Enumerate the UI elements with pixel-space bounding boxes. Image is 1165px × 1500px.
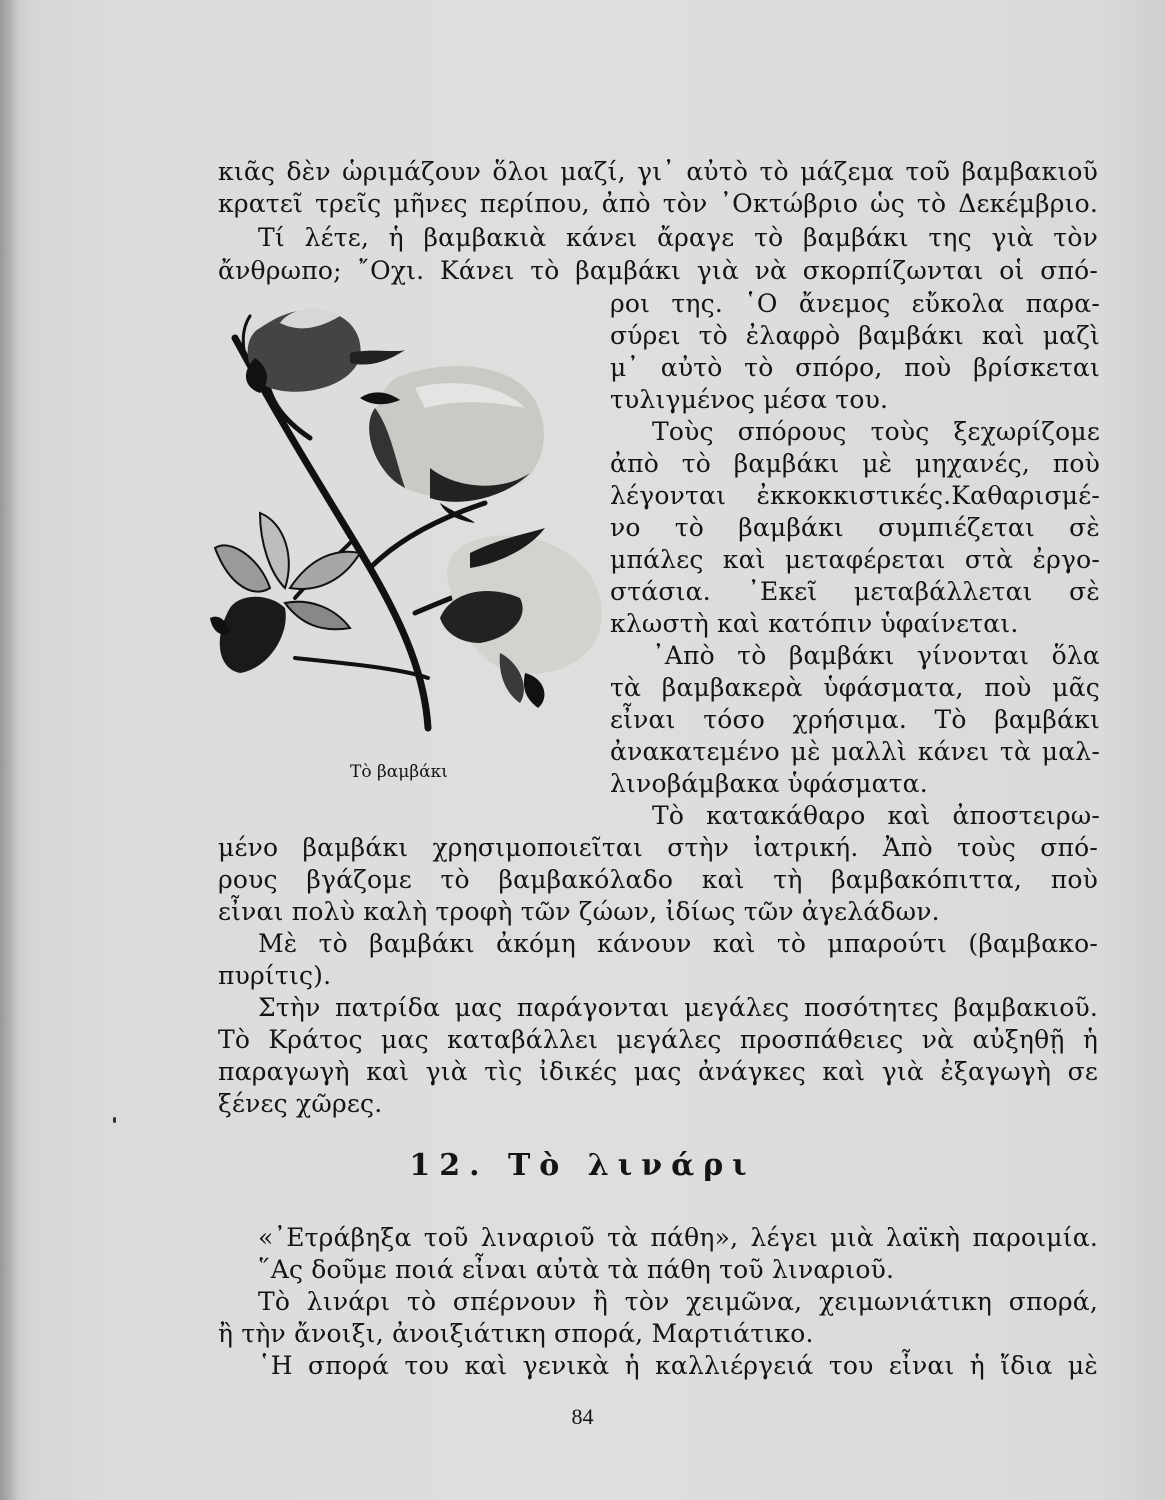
text-line: πυρίτις).	[218, 961, 332, 990]
text-line: ἄνθρωπο; ῎Οχι. Κάνει τὸ βαμβάκι γιὰ νὰ σκορπίζωνται οἱ σπό-	[218, 256, 1098, 285]
text-line: ἀνακατεμένο μὲ μαλλὶ κάνει τὰ μαλ-	[610, 737, 1100, 766]
lower-left-flower	[210, 513, 360, 673]
text-line: λέγονται ἐκκοκκιστικές.Καθαρισμέ-	[610, 481, 1100, 510]
text-line: ἢ τὴν ἄνοιξι, ἀνοιξιάτικη σπορά, Μαρτιάτικο.	[218, 1319, 814, 1348]
section-heading: 12. Τὸ λινάρι	[409, 1148, 756, 1183]
page-speck	[113, 1117, 116, 1123]
text-line: Στὴν πατρίδα μας παράγονται μεγάλες ποσότητες βαμβακιοῦ.	[258, 993, 1098, 1022]
text-line: σύρει τὸ ἐλαφρὸ βαμβάκι καὶ μαζὶ	[610, 321, 1100, 350]
upper-cotton-boll	[360, 366, 544, 523]
text-line: λινοβάμβακα ὑφάσματα.	[610, 769, 928, 798]
page-number: 84	[571, 1404, 594, 1429]
text-line: Τὸ λινάρι τὸ σπέρνουν ἢ τὸν χειμῶνα, χειμωνιάτικη σπορά,	[258, 1287, 1098, 1316]
text-line: «᾽Ετράβηξα τοῦ λιναριοῦ τὰ πάθη», λέγει μιὰ λαϊκὴ παροιμία.	[258, 1223, 1098, 1252]
text-line: κρατεῖ τρεῖς μῆνες περίπου, ἀπὸ τὸν ᾽Οκτώβριο ὡς τὸ Δεκέμβριο.	[218, 189, 1098, 218]
text-line: νο τὸ βαμβάκι συμπιέζεται σὲ	[610, 513, 1100, 542]
text-line: Τὸ κατακάθαρο καὶ ἀποστειρω-	[652, 801, 1100, 830]
text-line: ῞Ας δοῦμε ποιά εἶναι αὐτὰ τὰ πάθη τοῦ λιναριοῦ.	[258, 1255, 895, 1284]
cotton-plant-illustration	[200, 298, 610, 738]
text-line: εἶναι τόσο χρήσιμα. Τὸ βαμβάκι	[610, 705, 1100, 734]
text-line: εἶναι πολὺ καλὴ τροφὴ τῶν ζώων, ἰδίως τῶν ἀγελάδων.	[218, 897, 940, 926]
text-line: ρους βγάζομε τὸ βαμβακόλαδο καὶ τὴ βαμβακόπιττα, ποὺ	[218, 865, 1098, 894]
text-line: παραγωγὴ καὶ γιὰ τὶς ἰδικές μας ἀνάγκες καὶ γιὰ ἐξαγωγὴ σε	[218, 1057, 1098, 1086]
text-line: μένο βαμβάκι χρησιμοποιεῖται στὴν ἰατρική. Ἀπὸ τοὺς σπό-	[218, 833, 1098, 862]
text-line: Τὸ Κράτος μας καταβάλλει μεγάλες προσπάθειες νὰ αὐξηθῇ ἡ	[218, 1025, 1098, 1054]
page-binding-shadow	[0, 0, 18, 1500]
text-line: τὰ βαμβακερὰ ὑφάσματα, ποὺ μᾶς	[610, 673, 1100, 702]
text-line: ξένες χῶρες.	[218, 1089, 383, 1118]
text-line: μ᾽ αὐτὸ τὸ σπόρο, ποὺ βρίσκεται	[610, 353, 1100, 382]
illustration-caption: Τὸ βαμβάκι	[350, 762, 448, 782]
text-line: στάσια. ᾽Εκεῖ μεταβάλλεται σὲ	[610, 577, 1100, 606]
text-line: Μὲ τὸ βαμβάκι ἀκόμη κάνουν καὶ τὸ μπαρούτι (βαμβακο-	[258, 929, 1098, 958]
text-line: Τοὺς σπόρους τοὺς ξεχωρίζομε	[652, 417, 1100, 446]
text-line: ροι της. ῾Ο ἄνεμος εὔκολα παρα-	[610, 289, 1100, 318]
text-line: κλωστὴ καὶ κατόπιν ὑφαίνεται.	[610, 609, 1019, 638]
text-line: κιᾶς δὲν ὡριμάζουν ὅλοι μαζί, γι᾽ αὐτὸ τὸ μάζεμα τοῦ βαμβακιοῦ	[218, 157, 1098, 186]
text-line: ἀπὸ τὸ βαμβάκι μὲ μηχανές, ποὺ	[610, 449, 1100, 478]
top-bud	[246, 309, 405, 393]
text-line: ῾Η σπορά του καὶ γενικὰ ἡ καλλιέργειά του εἶναι ἡ ἴδια μὲ	[258, 1351, 1098, 1380]
lower-right-cotton-boll	[440, 528, 602, 708]
text-line: Τί λέτε, ἡ βαμβακιὰ κάνει ἄραγε τὸ βαμβάκι της γιὰ τὸν	[258, 223, 1098, 252]
text-line: τυλιγμένος μέσα του.	[610, 385, 889, 414]
text-line: μπάλες καὶ μεταφέρεται στὰ ἐργο-	[610, 545, 1100, 574]
text-line: ᾽Απὸ τὸ βαμβάκι γίνονται ὅλα	[652, 641, 1100, 670]
